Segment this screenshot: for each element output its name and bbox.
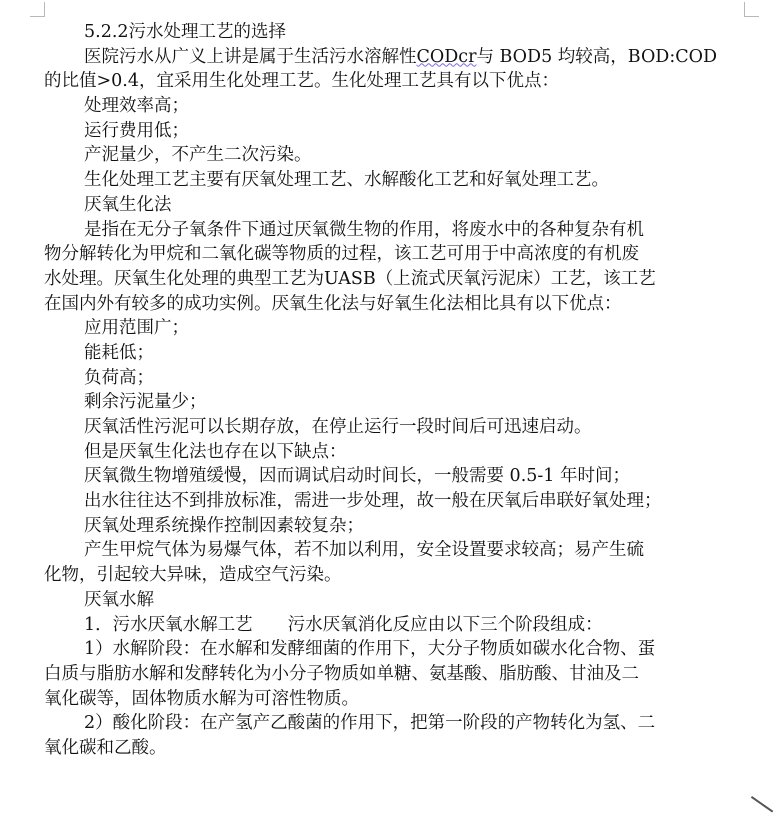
anaerobic-desc-line: 是指在无分子氧条件下通过厌氧微生物的作用，将废水中的各种复杂有机 (84, 219, 644, 240)
hydrolysis-title: 厌氧水解 (84, 589, 154, 610)
anaerobic-desc-line: 物分解转化为甲烷和二氧化碳等物质的过程，该工艺可用于中高浓度的有机废 (44, 244, 639, 265)
advantage-item: 产泥量少，不产生二次污染。 (84, 145, 312, 166)
anaerobic-desc-line: 水处理。厌氧生化处理的典型工艺为UASB（上流式厌氧污泥床）工艺，该工艺 (44, 268, 656, 289)
document-body[interactable] (44, 20, 760, 761)
anaerobic-advantage-item: 负荷高； (84, 367, 154, 388)
disadvantages-intro: 但是厌氧生化法也存在以下缺点： (84, 441, 347, 462)
anaerobic-advantage-item: 厌氧活性污泥可以长期存放，在停止运行一段时间后可迅速启动。 (84, 417, 592, 437)
stage1-line: 1）水解阶段：在水解和发酵细菌的作用下，大分子物质如碳水化合物、蛋 (84, 639, 656, 660)
anaerobic-advantage-item: 能耗低； (84, 342, 154, 363)
page-corner-mark-bottom-right (752, 796, 774, 810)
cod-term: CODcr (416, 46, 477, 67)
section-heading: 5.2.2污水处理工艺的选择 (84, 22, 287, 42)
advantage-item: 处理效率高； (84, 96, 189, 117)
bio-process-types: 生化处理工艺主要有厌氧处理工艺、水解酸化工艺和好氧处理工艺。 (84, 170, 609, 191)
stage1-line: 白质与脂肪水解和发酵转化为小分子物质如单糖、氨基酸、脂肪酸、甘油及二 (44, 663, 639, 684)
anaerobic-advantage-item: 剩余污泥量少； (84, 392, 207, 413)
gas-risk-line: 产生甲烷气体为易爆气体，若不加以利用，安全设置要求较高；易产生硫 (84, 540, 644, 561)
hydrolysis-intro: 1．污水厌氧水解工艺 污水厌氧消化反应由以下三个阶段组成： (84, 614, 603, 635)
gas-risk-line: 化物，引起较大异味，造成空气污染。 (44, 565, 342, 586)
stage2-line: 氧化碳和乙酸。 (44, 737, 167, 758)
disadvantage-item: 出水往往达不到排放标准，需进一步处理，故一般在厌氧后串联好氧处理； (84, 491, 662, 512)
advantage-item: 运行费用低； (84, 120, 189, 141)
anaerobic-advantage-item: 应用范围广； (84, 318, 189, 339)
anaerobic-title: 厌氧生化法 (84, 194, 172, 215)
stage2-line: 2）酸化阶段：在产氢产乙酸菌的作用下，把第一阶段的产物转化为氢、二 (84, 713, 656, 734)
page-corner-mark-top-right (744, 2, 759, 17)
disadvantage-item: 厌氧微生物增殖缓慢，因而调试启动时间长，一般需要 0.5-1 年时间； (84, 466, 631, 487)
page-corner-mark-top-left (30, 2, 45, 17)
disadvantage-item: 厌氧处理系统操作控制因素较复杂； (84, 515, 364, 536)
stage1-line: 氧化碳等，固体物质水解为可溶性物质。 (44, 688, 359, 709)
anaerobic-desc-line: 在国内外有较多的成功实例。厌氧生化法与好氧生化法相比具有以下优点： (44, 293, 622, 314)
intro-line-2: 的比值>0.4，宜采用生化处理工艺。生化处理工艺具有以下优点： (44, 71, 559, 92)
intro-line-1: 医院污水从广义上讲是属于生活污水溶解性CODcr与 BOD5 均较高，BOD:COD (84, 46, 717, 67)
